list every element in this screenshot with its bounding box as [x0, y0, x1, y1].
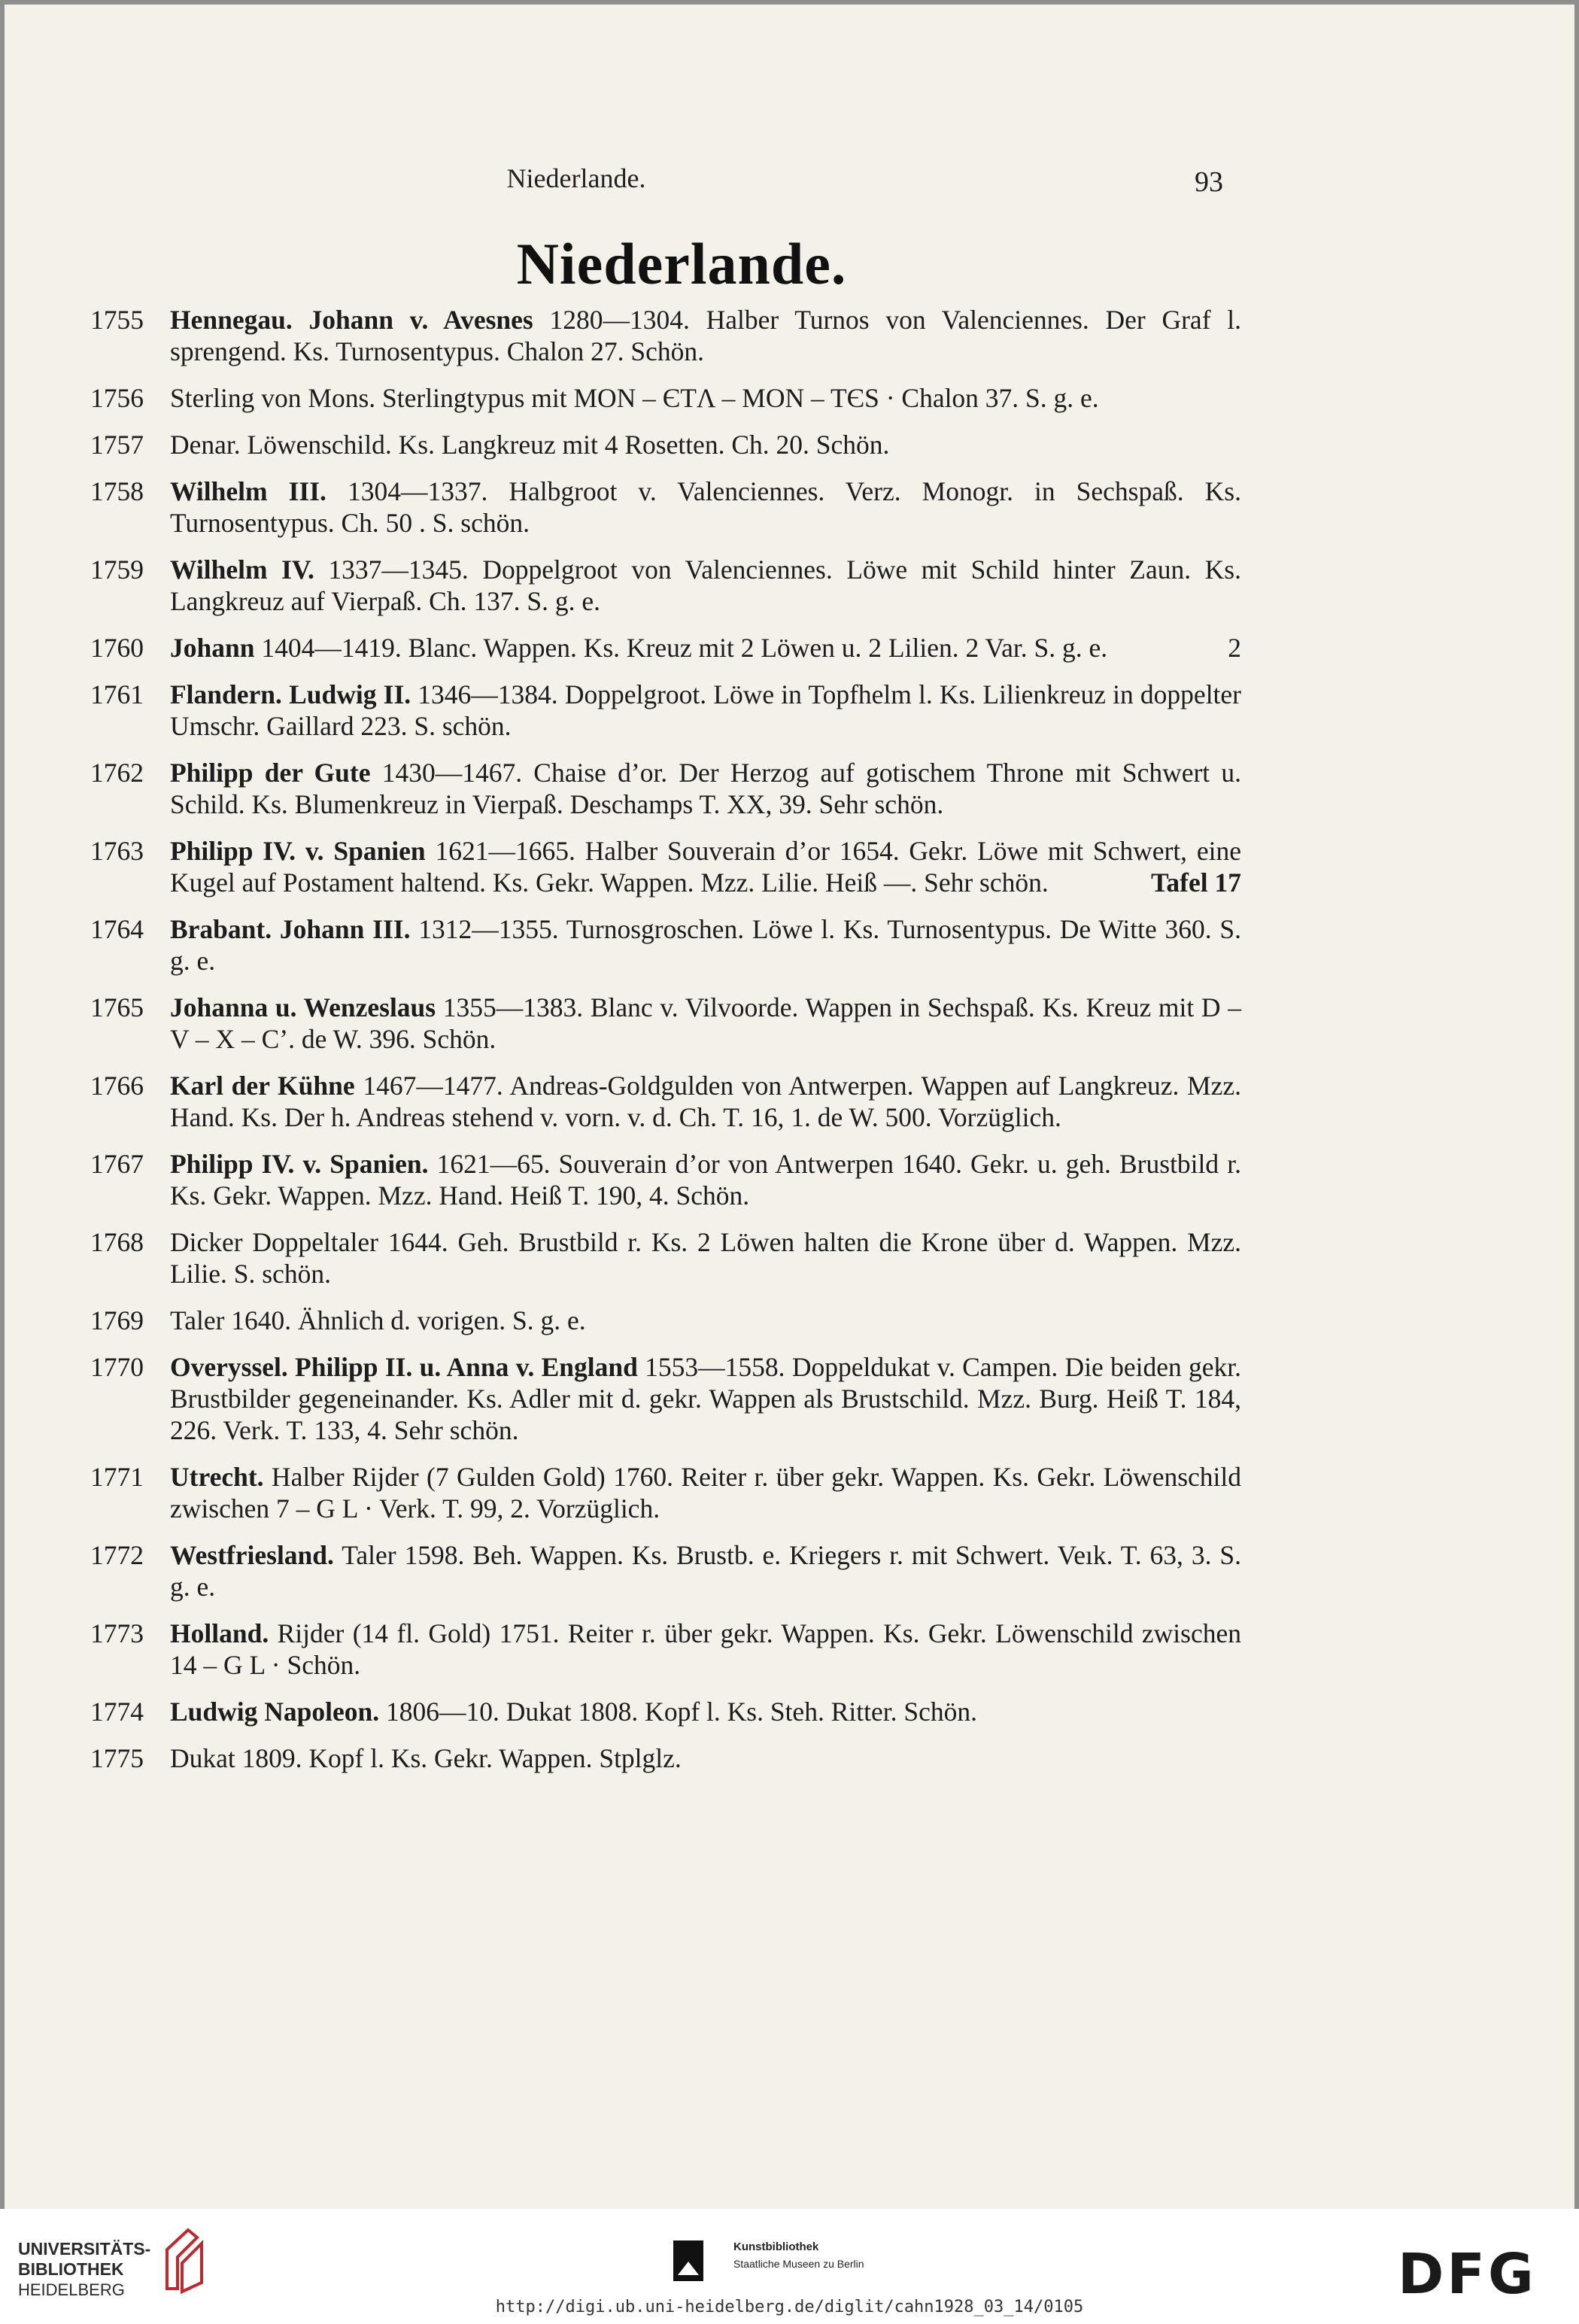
catalog-entry — [90, 992, 1241, 1055]
entry-number: 1761 — [90, 679, 144, 709]
entry-description: 1346—1384. Doppelgroot. Löwe in Topfhelm l. Ks. Lilienkreuz in doppelter Umschr. Gaillard 223. S. schön. — [170, 679, 1241, 741]
entry-text — [170, 429, 1241, 460]
entry-text — [170, 304, 1241, 367]
entry-number: 1756 — [90, 383, 144, 413]
entry-number: 1758 — [90, 476, 144, 506]
entry-text — [170, 1618, 1241, 1681]
entry-heading: Karl der Kühne — [170, 1071, 355, 1101]
entry-text — [170, 1148, 1241, 1211]
entry-text — [170, 632, 1241, 664]
entry-description: 1621—65. Souverain d’or von Antwerpen 1640. Gekr. u. geh. Brustbild r. Ks. Gekr. Wappen. Mzz. Hand. Heiß T. 190, 4. Schön. — [170, 1149, 1242, 1211]
entry-text — [170, 554, 1241, 617]
catalog-entry — [90, 429, 1241, 460]
entry-number: 1764 — [90, 914, 144, 944]
entry-text — [170, 679, 1241, 742]
entry-number: 1757 — [90, 430, 144, 460]
entry-heading: Ludwig Napoleon. — [170, 1697, 380, 1727]
entry-text — [170, 1351, 1241, 1446]
entry-text — [170, 1696, 1241, 1727]
entry-heading: Wilhelm IV. — [170, 554, 314, 585]
entry-text — [170, 1226, 1241, 1290]
entry-description: Taler 1598. Beh. Wappen. Ks. Brustb. e. Kriegers r. mit Schwert. Veık. T. 63, 3. S. g. e. — [170, 1540, 1241, 1602]
entry-number: 1763 — [90, 836, 144, 866]
kunstbibliothek-logo-icon[interactable] — [672, 2239, 705, 2283]
entry-number: 1769 — [90, 1305, 144, 1335]
catalog-entry — [90, 1539, 1241, 1602]
entry-text — [170, 835, 1241, 898]
entry-text — [170, 1070, 1241, 1133]
entry-heading: Philipp IV. v. Spanien. — [170, 1149, 429, 1179]
catalog-entry — [90, 1351, 1241, 1446]
catalog-entry — [90, 304, 1241, 367]
entry-description: 1621—1665. Halber Souverain d’or 1654. Gekr. Löwe mit Schwert, eine Kugel auf Postament haltend. Ks. Gekr. Wappen. Mzz. Lilie. Heiß —. Sehr schön. — [170, 836, 1241, 898]
entry-description: Sterling von Mons. Sterlingtypus mit MON – ЄTΛ – MON – TЄS · Chalon 37. S. g. e. — [170, 383, 1099, 413]
page-title: Niederlande. — [516, 231, 847, 296]
entry-text — [170, 382, 1241, 414]
entry-heading: Westfriesland. — [170, 1540, 334, 1570]
ub-heidelberg-logo-icon[interactable] — [158, 2227, 211, 2295]
catalog-entries — [90, 304, 1241, 1789]
entry-description: 1806—10. Dukat 1808. Kopf l. Ks. Steh. Ritter. Schön. — [379, 1697, 977, 1727]
entry-number: 1768 — [90, 1227, 144, 1257]
catalog-entry — [90, 1226, 1241, 1290]
entry-description: 1304—1337. Halbgroot v. Valenciennes. Verz. Monogr. in Sechspaß. Ks. Turnosentypus. Ch. 50 . S. schön. — [170, 476, 1241, 538]
dfg-logo[interactable]: DFG — [1398, 2242, 1537, 2307]
entry-text — [170, 1305, 1241, 1336]
entry-heading: Overyssel. Philipp II. u. Anna v. England — [170, 1352, 638, 1382]
entry-description: 1355—1383. Blanc v. Vilvoorde. Wappen in Sechspaß. Ks. Kreuz mit D – V – X – C’. de W. 396. Schön. — [170, 992, 1242, 1054]
entry-number: 1770 — [90, 1352, 144, 1382]
entry-heading: Philipp IV. v. Spanien — [170, 836, 426, 866]
entry-text — [170, 1539, 1241, 1602]
entry-heading: Wilhelm III. — [170, 476, 326, 506]
entry-number: 1774 — [90, 1697, 144, 1727]
catalog-entry — [90, 1696, 1241, 1727]
entry-text — [170, 913, 1241, 977]
entry-heading: Johanna u. Wenzeslaus — [170, 992, 436, 1022]
footer-bar — [0, 2209, 1579, 2324]
entry-number: 1762 — [90, 758, 144, 788]
entry-heading: Brabant. Johann III. — [170, 914, 411, 944]
entry-heading: Philipp der Gute — [170, 758, 371, 788]
entry-description: 1404—1419. Blanc. Wappen. Ks. Kreuz mit 2 Löwen u. 2 Lilien. 2 Var. S. g. e. — [254, 633, 1108, 663]
catalog-entry — [90, 679, 1241, 742]
catalog-entry — [90, 382, 1241, 414]
entry-number: 1766 — [90, 1071, 144, 1101]
entry-right-note: Tafel 17 — [1151, 867, 1241, 898]
kunstbibliothek-label[interactable]: Kunstbibliothek Staatliche Museen zu Berlin — [733, 2240, 864, 2270]
catalog-entry — [90, 1461, 1241, 1524]
entry-description: 1553—1558. Doppeldukat v. Campen. Die beiden gekr. Brustbilder gegeneinander. Ks. Adler mit d. gekr. Wappen als Brustschild. Mzz. Burg. Heiß T. 184, 226. Verk. T. 133, 4. Sehr schön. — [170, 1352, 1241, 1445]
catalog-entry — [90, 1148, 1241, 1211]
entry-heading: Flandern. Ludwig II. — [170, 679, 411, 709]
catalog-entry — [90, 913, 1241, 977]
entry-number: 1773 — [90, 1618, 144, 1648]
catalog-entry — [90, 1305, 1241, 1336]
entry-description: Denar. Löwenschild. Ks. Langkreuz mit 4 Rosetten. Ch. 20. Schön. — [170, 430, 890, 460]
catalog-entry — [90, 1070, 1241, 1133]
catalog-entry — [90, 554, 1241, 617]
entry-description: 1312—1355. Turnosgroschen. Löwe l. Ks. Turnosentypus. De Witte 360. S. g. e. — [170, 914, 1241, 976]
catalog-entry — [90, 1618, 1241, 1681]
entry-text — [170, 757, 1241, 820]
entry-number: 1767 — [90, 1149, 144, 1179]
entry-right-note: 2 — [1228, 633, 1241, 663]
entry-number: 1775 — [90, 1743, 144, 1773]
entry-text — [170, 1742, 1241, 1774]
entry-number: 1755 — [90, 305, 144, 335]
entry-description: Dukat 1809. Kopf l. Ks. Gekr. Wappen. Stplglz. — [170, 1743, 682, 1773]
entry-description: 1467—1477. Andreas-Goldgulden von Antwerpen. Wappen auf Langkreuz. Mzz. Hand. Ks. Der h. Andreas stehend v. vorn. v. d. Ch. T. 16, 1. de W. 500. Vorzüglich. — [170, 1071, 1241, 1132]
source-url[interactable]: http://digi.ub.uni-heidelberg.de/diglit/cahn1928_03_14/0105 — [495, 2298, 1084, 2316]
entry-number: 1760 — [90, 633, 144, 663]
catalog-entry — [90, 757, 1241, 820]
entry-description: 1337—1345. Doppelgroot von Valenciennes. Löwe mit Schild hinter Zaun. Ks. Langkreuz auf Vierpaß. Ch. 137. S. g. e. — [170, 554, 1241, 616]
catalog-entry — [90, 1742, 1241, 1774]
entry-description: Rijder (14 fl. Gold) 1751. Reiter r. über gekr. Wappen. Ks. Gekr. Löwenschild zwischen 14 – G L · Schön. — [170, 1618, 1241, 1680]
entry-heading: Holland. — [170, 1618, 269, 1648]
entry-number: 1772 — [90, 1540, 144, 1570]
entry-heading: Hennegau. Johann v. Avesnes — [170, 305, 533, 335]
entry-text — [170, 1461, 1241, 1524]
entry-text — [170, 992, 1241, 1055]
entry-description: Halber Rijder (7 Gulden Gold) 1760. Reiter r. über gekr. Wappen. Ks. Gekr. Löwenschild zwischen 7 – G L · Verk. T. 99, 2. Vorzüglich. — [170, 1462, 1241, 1524]
document-page — [5, 5, 1574, 2209]
entry-description: 1430—1467. Chaise d’or. Der Herzog auf gotischem Throne mit Schwert u. Schild. Ks. Blumenkreuz in Vierpaß. Deschamps T. XX, 39. Sehr schön. — [170, 758, 1241, 819]
catalog-entry — [90, 632, 1241, 664]
running-head: Niederlande. — [506, 163, 646, 193]
entry-description: Dicker Doppeltaler 1644. Geh. Brustbild r. Ks. 2 Löwen halten die Krone über d. Wappen. Mzz. Lilie. S. schön. — [170, 1227, 1241, 1289]
page-number: 93 — [1195, 166, 1223, 198]
entry-heading: Utrecht. — [170, 1462, 264, 1492]
entry-text — [170, 475, 1241, 539]
entry-description: Taler 1640. Ähnlich d. vorigen. S. g. e. — [170, 1305, 586, 1335]
entry-number: 1759 — [90, 554, 144, 585]
entry-heading: Johann — [170, 633, 255, 663]
ub-heidelberg-label[interactable]: UNIVERSITÄTS- BIBLIOTHEK HEIDELBERG — [18, 2239, 151, 2299]
entry-number: 1765 — [90, 992, 144, 1022]
entry-description: 1280—1304. Halber Turnos von Valenciennes. Der Graf l. sprengend. Ks. Turnosentypus. Chalon 27. Schön. — [170, 305, 1241, 366]
catalog-entry — [90, 475, 1241, 539]
entry-number: 1771 — [90, 1462, 144, 1492]
catalog-entry — [90, 835, 1241, 898]
